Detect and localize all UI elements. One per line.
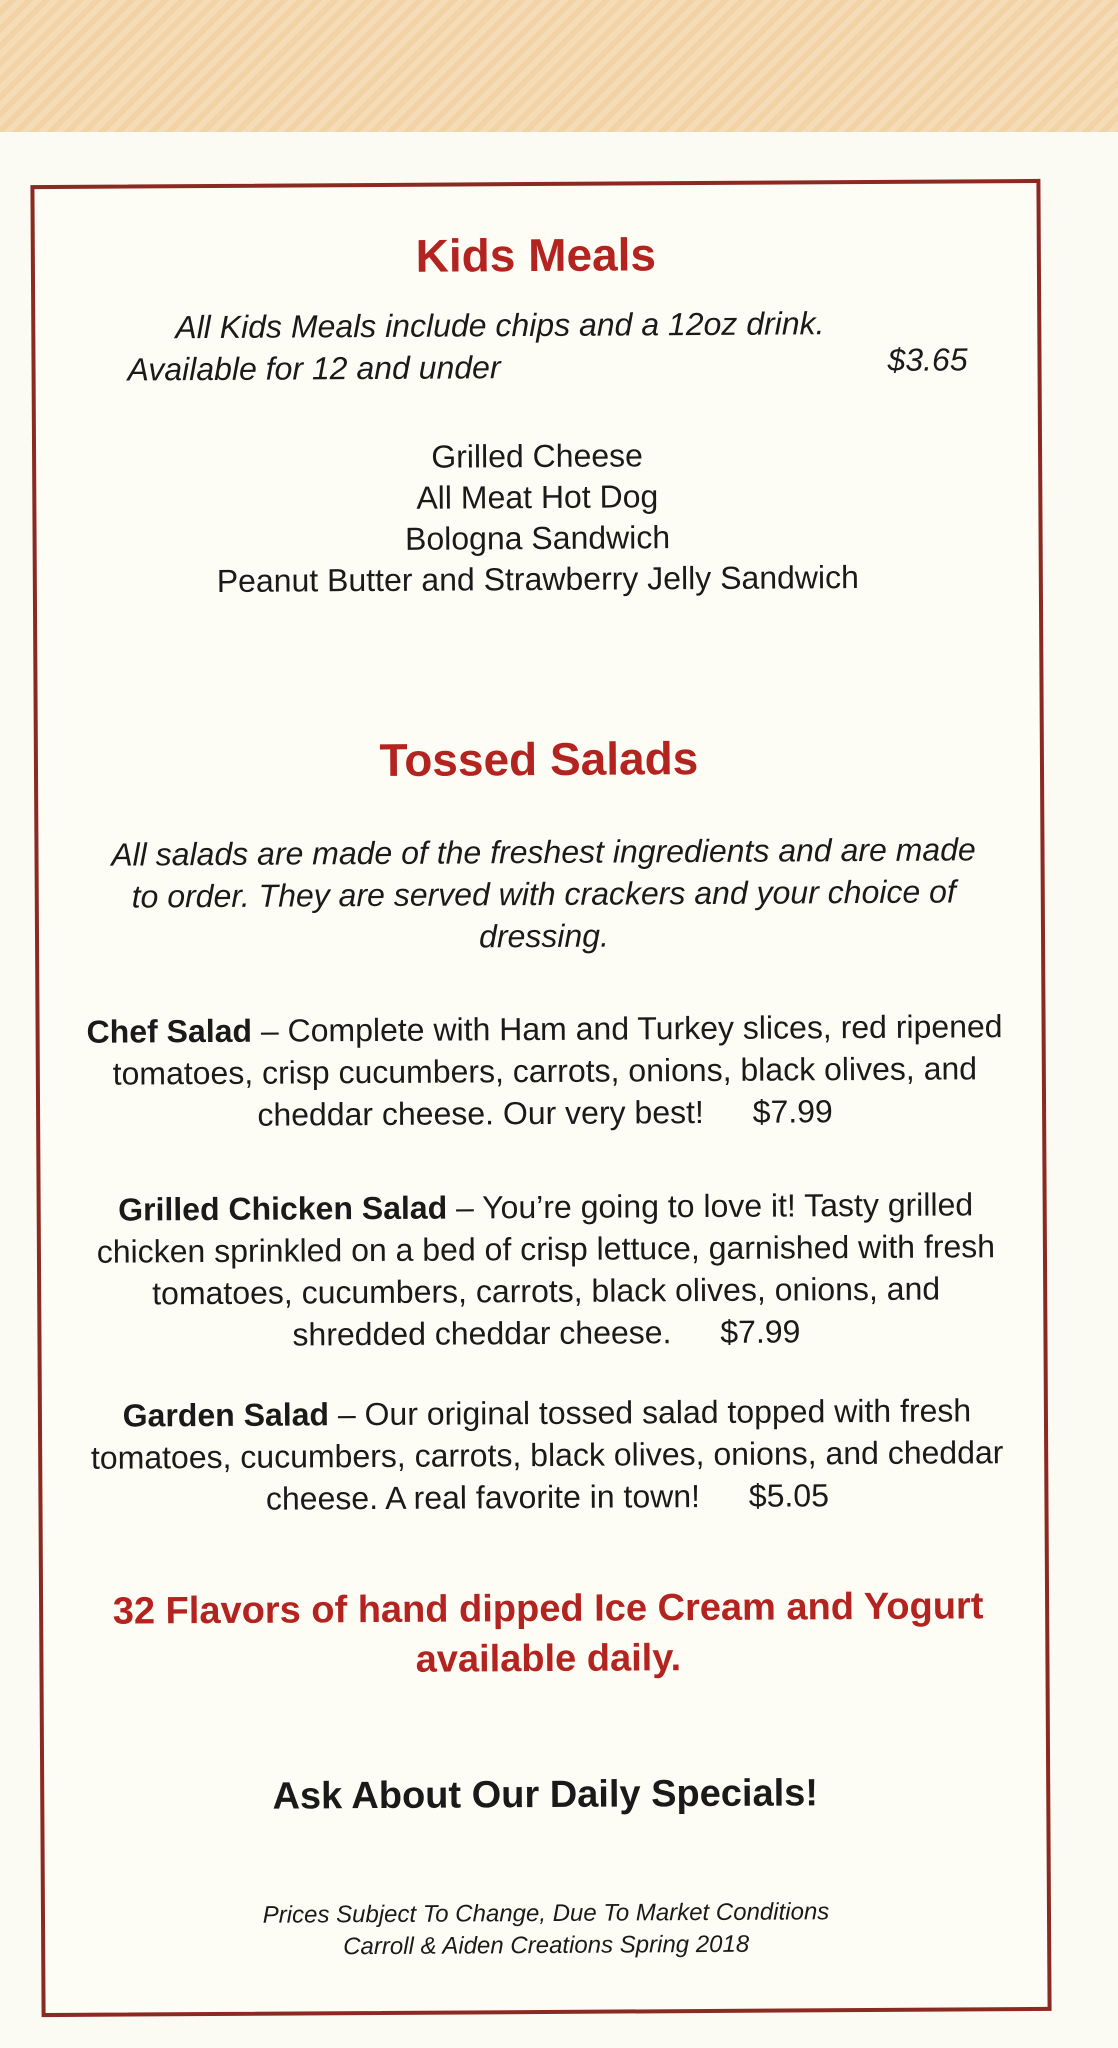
kids-meals-price: $3.65 [887, 341, 968, 378]
kids-meal-item: Peanut Butter and Strawberry Jelly Sandwich [216, 559, 859, 599]
footer-credit: Carroll & Aiden Creations Spring 2018 [343, 1930, 750, 1961]
tossed-salads-title: Tossed Salads [379, 732, 699, 786]
salad-price: $7.99 [720, 1313, 801, 1350]
salad-dash: – [455, 1189, 474, 1226]
salad-description: Complete with Ham and Turkey slices, red ripened tomatoes, crisp cucumbers, carrots, onions, black olives, and cheddar cheese. Our very best! [112, 1008, 1003, 1133]
ice-cream-promo: 32 Flavors of hand dipped Ice Cream and Yogurt available daily. [112, 1585, 984, 1681]
salad-dash: – [337, 1396, 356, 1433]
salad-price: $5.05 [748, 1477, 830, 1514]
kids-meals-title: Kids Meals [415, 228, 657, 282]
daily-specials-note: Ask About Our Daily Specials! [272, 1772, 819, 1818]
salad-dash: – [260, 1012, 279, 1049]
salad-item-garden [82, 1389, 1013, 1521]
salads-intro: All salads are made of the freshest ingredients and are made to order. They are served with crackers and your choice of dressing. [111, 831, 976, 955]
kids-meal-item: Grilled Cheese [431, 437, 644, 475]
menu-footer [45, 1895, 1047, 1965]
salad-item-grilled-chicken [81, 1183, 1012, 1357]
salad-description: You’re going to love it! Tasty grilled chicken sprinkled on a bed of crisp lettuce, garnished with fresh tomatoes, cucumbers, carrots, black olives, onions, and shredded cheddar cheese. [96, 1186, 996, 1353]
kids-meal-item: Bologna Sandwich [404, 519, 671, 557]
menu-panel [30, 179, 1051, 2017]
kids-meals-list [36, 433, 1039, 603]
salad-description: Our original tossed salad topped with fresh tomatoes, cucumbers, carrots, black olives, onions, and cheddar cheese. A real favorite in town! [90, 1392, 1004, 1517]
kids-meals-intro-line2: Available for 12 and under [127, 349, 501, 388]
kids-meals-intro-line1: All Kids Meals include chips and a 12oz drink. [175, 305, 825, 346]
salad-name: Chef Salad [86, 1012, 253, 1050]
salad-name: Garden Salad [122, 1396, 330, 1434]
footer-price-note: Prices Subject To Change, Due To Market Conditions [262, 1898, 830, 1929]
decorative-top-band [0, 0, 1118, 132]
salad-name: Grilled Chicken Salad [118, 1189, 448, 1228]
kids-meal-item: All Meat Hot Dog [416, 478, 659, 516]
salad-price: $7.99 [752, 1093, 833, 1130]
salad-item-chef [79, 1005, 1010, 1137]
